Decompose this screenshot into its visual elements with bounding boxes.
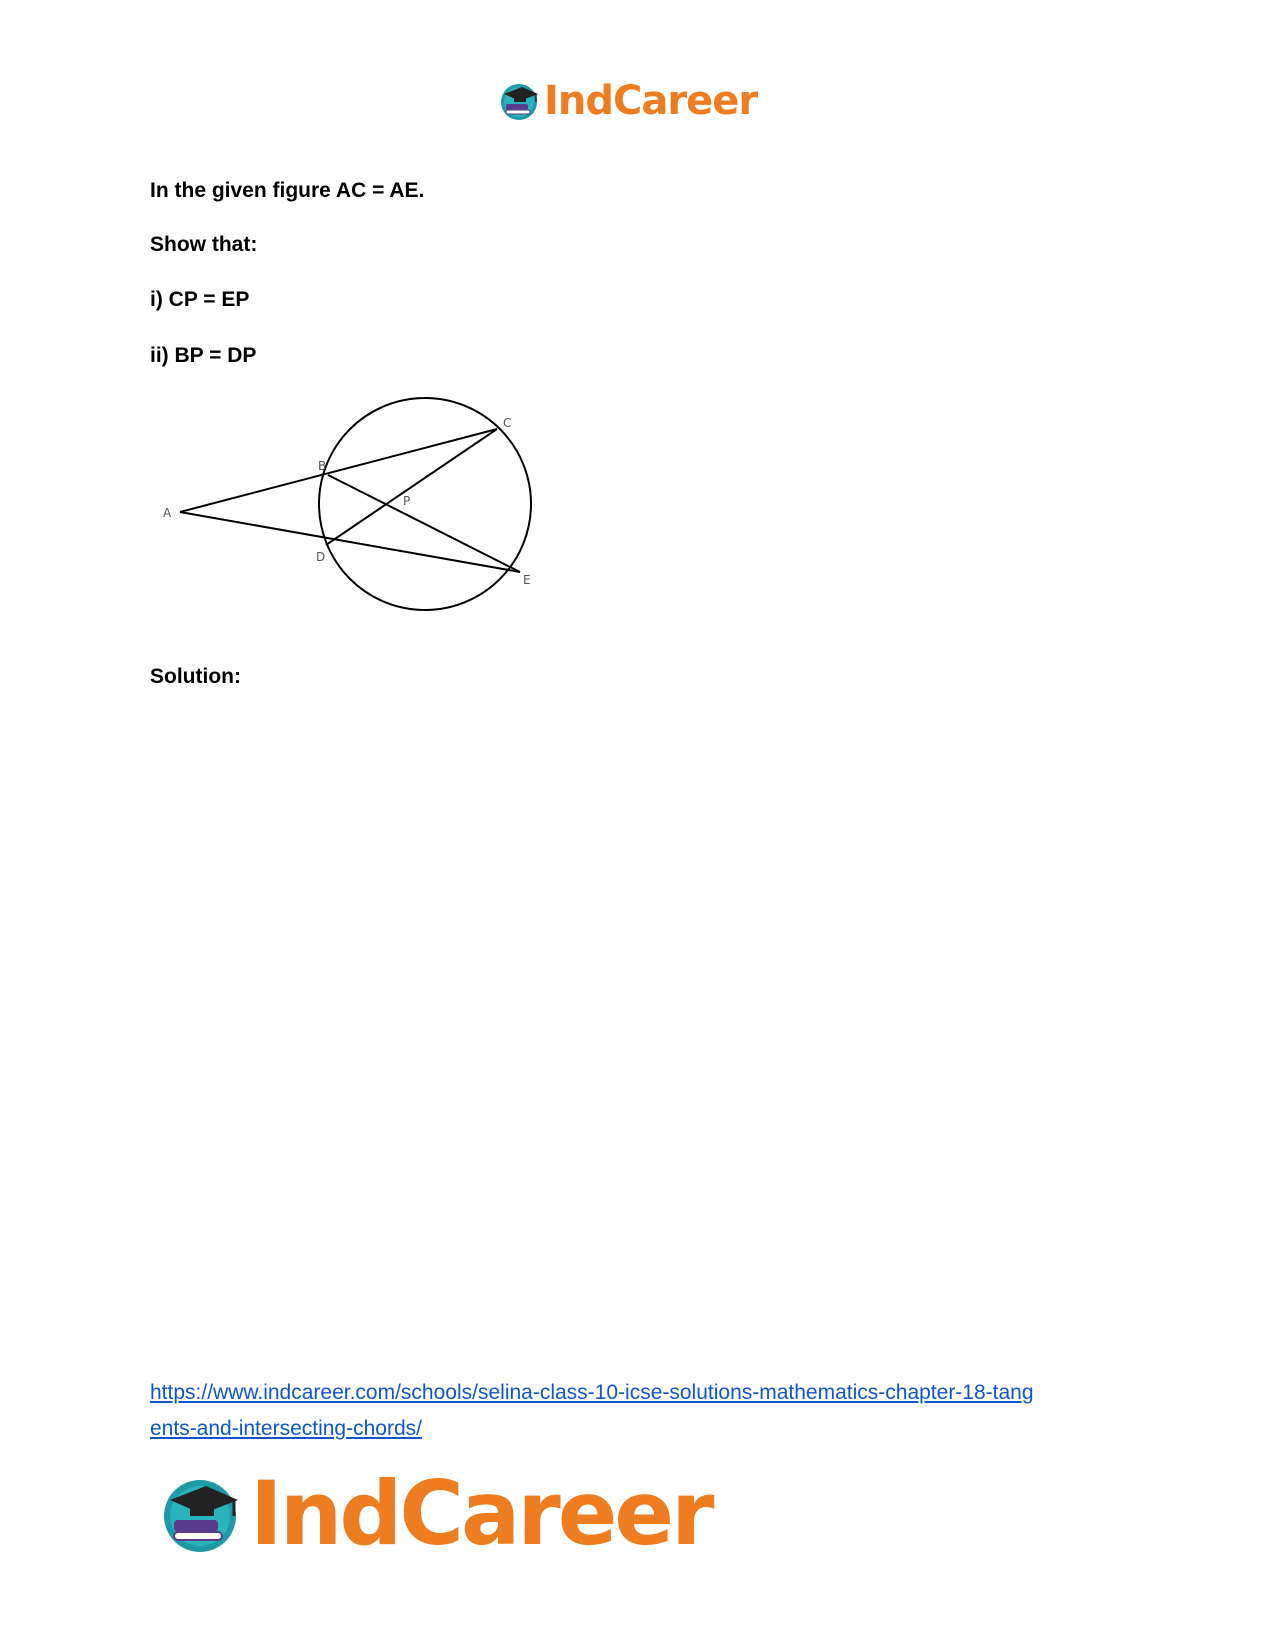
label-A: A <box>163 506 172 520</box>
indcareer-logo-bottom <box>158 1462 712 1565</box>
circle <box>319 398 531 610</box>
label-E: E <box>523 573 531 587</box>
solution-label: Solution: <box>150 665 241 688</box>
graduation-cap-book-icon <box>158 1472 242 1556</box>
graduation-cap-book-icon <box>498 80 540 122</box>
label-B: B <box>318 459 327 473</box>
footer-link-line-1[interactable]: https://www.indcareer.com/schools/selina-class-10-icse-solutions-mathematics-chapter-18-tang <box>150 1381 1034 1404</box>
question-line-1: In the given figure AC = AE. <box>150 179 425 202</box>
logo-text: IndCareer <box>544 78 758 124</box>
indcareer-logo-top <box>498 78 757 124</box>
line-AE <box>180 512 520 572</box>
footer-link[interactable] <box>150 1375 1130 1447</box>
circle-chords-figure <box>150 397 540 627</box>
footer-link-line-2[interactable]: ents-and-intersecting-chords/ <box>150 1417 422 1440</box>
label-D: D <box>316 550 326 564</box>
question-line-3: i) CP = EP <box>150 288 250 311</box>
logo-text: IndCareer <box>250 1462 712 1565</box>
label-P: P <box>403 494 411 508</box>
question-line-2: Show that: <box>150 233 258 256</box>
label-C: C <box>503 416 512 430</box>
question-line-4: ii) BP = DP <box>150 344 257 367</box>
